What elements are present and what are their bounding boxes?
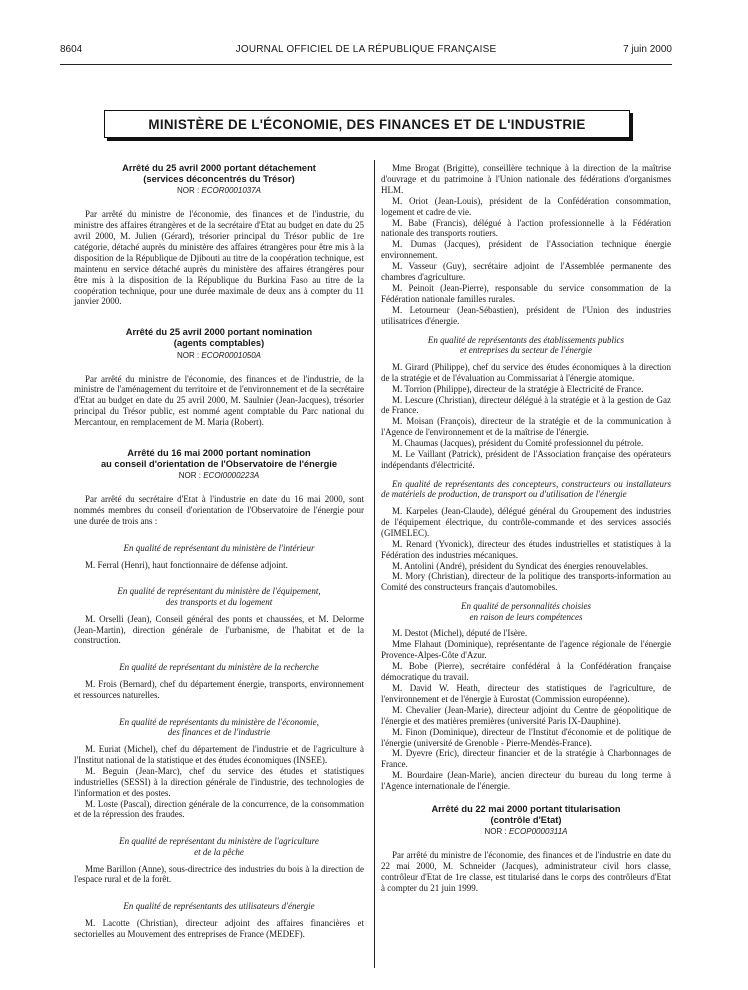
nor-code: ECOR0001037A [201, 186, 262, 196]
member-entry: M. Torrion (Philippe), directeur de la stratégie à Electricité de France. [392, 383, 644, 394]
qualification-heading: En qualité de représentants des établissements publics [427, 334, 625, 345]
member-entry: M. Dumas (Jacques), président de l'Association technique énergie environnement. [381, 239, 671, 261]
nor-label: NOR : [178, 471, 204, 481]
nor-code: ECOR0001050A [201, 350, 262, 360]
decree-body: Par arrêté du ministre de l'économie, des finances et de l'industrie, du ministre des affaires étrangères et de la secrétaire d'Etat au budget en date du 25 avril 2000, M. Julien (Gérard), trésorier principal du Trésor public de 1re catégorie, détaché auprès du ministère des affaires étrangères pour être mis à la disposition de la République de Djibouti au titre de la coopération technique, est maintenu en service détaché auprès du ministère des affaires étrangères pour être mis à la disposition de la République du Burkina Faso au titre de la coopération technique, pour une durée maximale de deux ans à compter du 11 janvier 2000. [74, 209, 364, 307]
qualification-heading: et entreprises du secteur de l'énergie [460, 345, 592, 356]
member-entry: M. Frois (Bernard), chef du département énergie, transports, environnement et ressources naturelles. [74, 678, 364, 700]
nor-code: ECOI0000223A [203, 471, 260, 481]
decree-body: Par arrêté du ministre de l'économie, des finances et de l'industrie, de la ministre de l'aménagement du territoire et de l'environnement et de la secrétaire d'Etat au budget en date du 25 avril 2000, M. Saulnier (Jean-Jacques), trésorier principal du Trésor public, est nommé agent comptable du Parc national du Mercantour, en remplacement de M. Maria (Robert). [74, 373, 364, 428]
member-entry: Mme Flahaut (Dominique), représentante de l'agence régionale de l'énergie Provence-Alpes-Côte d'Azur. [381, 639, 671, 661]
member-entry: M. Destot (Michel), député de l'Isère. [392, 628, 528, 639]
qualification-heading: En qualité de représentants du ministère de l'économie, [119, 716, 319, 727]
decree-subtitle: au conseil d'orientation de l'Observatoire de l'énergie [100, 458, 338, 469]
member-entry: M. Ferral (Henri), haut fonctionnaire de défense adjoint. [85, 559, 288, 570]
qualification-heading: En qualité de personnalités choisies [461, 601, 591, 612]
qualification-heading: En qualité de représentant du ministère de l'agriculture [119, 836, 319, 847]
member-entry: M. Bobe (Pierre), secrétaire confédéral à la Confédération française démocratique du travail. [381, 661, 671, 683]
decree-body: Par arrêté du ministre de l'économie, des finances et de l'industrie en date du 22 mai 2000, M. Schneider (Jacques), administrateur civil hors classe, contrôleur d'Etat de 1re classe, est titularisé dans le corps des contrôleurs d'Etat à compter du 21 juin 1999. [381, 850, 671, 893]
nor-code: ECOP0000311A [508, 827, 568, 837]
member-entry: M. Oriot (Jean-Louis), président de la Confédération consommation, logement et cadre de vie. [381, 195, 671, 217]
ministry-title: MINISTÈRE DE L'ÉCONOMIE, DES FINANCES ET DE L'INDUSTRIE [148, 116, 586, 132]
qualification-heading: en raison de leurs compétences [469, 611, 583, 622]
member-entry: M. Dyevre (Eric), directeur financier et de la stratégie à Charbonnages de France. [381, 748, 671, 770]
member-entry: M. Karpeles (Jean-Claude), délégué général du Groupement des industries de l'équipement électrique, du contrôle-commande et des services associés (GIMELEC). [381, 506, 671, 538]
member-entry: M. David W. Heath, directeur des statistiques de l'agriculture, de l'environnement et de l'énergie à Eurostat (Commission européenne). [381, 683, 671, 704]
qualification-heading: des transports et du logement [165, 597, 273, 608]
member-entry: M. Girard (Philippe), chef du service des études économiques à la direction de la stratégie et de l'évaluation au Commissariat à l'énergie atomique. [381, 361, 671, 383]
qualification-heading: En qualité de représentant du ministère de l'intérieur [123, 542, 315, 553]
decree-title: Arrêté du 25 avril 2000 portant nomination [125, 327, 313, 338]
nor-label: NOR : [176, 350, 202, 360]
member-entry: M. Babe (Francis), délégué à l'action professionnelle à la Fédération nationale des transports routiers. [381, 217, 671, 239]
issue-date: 7 juin 2000 [623, 44, 672, 55]
member-entry: M. Loste (Pascal), direction générale de la concurrence, de la consommation et de la répression des fraudes. [74, 798, 364, 820]
member-entry: M. Vasseur (Guy), secrétaire adjoint de l'Assemblée permanente des chambres d'agriculture. [381, 261, 671, 283]
qualification-heading: En qualité de représentants des concepteurs, constructeurs ou installateurs de matériels de production, de transport ou d'utilisation de l'énergie [381, 478, 671, 500]
member-entry: M. Lescure (Christian), directeur délégué à la stratégie et à la gestion de Gaz de France. [381, 394, 671, 416]
decree-title: Arrêté du 25 avril 2000 portant détachement [122, 163, 316, 173]
qualification-heading: En qualité de représentant du ministère de la recherche [119, 662, 319, 673]
journal-title: JOURNAL OFFICIEL DE LA RÉPUBLIQUE FRANÇAISE [235, 44, 497, 55]
qualification-heading: des finances et de l'industrie [167, 727, 271, 738]
member-entry: M. Antolini (André), président du Syndicat des énergies renouvelables. [392, 560, 649, 571]
column-divider [374, 160, 375, 968]
nor-reference [74, 471, 364, 480]
nor-reference [74, 186, 364, 195]
member-entry: M. Chevalier (Jean-Marie), directeur adjoint du Centre de géopolitique de l'énergie et des matières premières (université Paris IX-Dauphine). [381, 704, 671, 726]
qualification-heading: et de la pêche [194, 846, 244, 857]
qualification-heading: En qualité de représentant du ministère de l'équipement, [117, 586, 321, 597]
member-entry: M. Orselli (Jean), Conseil général des ponts et chaussées, et M. Delorme (Jean-Martin), direction générale de l'urbanisme, de l'habitat et de la construction. [74, 613, 364, 646]
member-entry: M. Moisan (François), directeur de la stratégie et de la communication à l'Agence de l'environnement et de la maîtrise de l'énergie. [381, 416, 671, 438]
member-entry: Mme Brogat (Brigitte), conseillère technique à la direction de la maîtrise d'ouvrage et du patrimoine à l'Union nationale des fédérations d'organismes HLM. [381, 163, 671, 195]
decree-subtitle: (services déconcentrés du Trésor) [143, 173, 295, 184]
nor-reference [381, 827, 671, 836]
decree-title: Arrêté du 22 mai 2000 portant titularisation [431, 804, 621, 815]
nor-reference [74, 351, 364, 360]
member-entry: M. Letourneur (Jean-Sébastien), président de l'Union des industries utilisatrices d'énergie. [381, 304, 671, 326]
member-entry: M. Lacotte (Christian), directeur adjoint des affaires financières et sectorielles au Mouvement des entreprises de France (MEDEF). [74, 917, 364, 939]
decree-title: Arrêté du 16 mai 2000 portant nomination [127, 448, 311, 459]
member-entry: M. Peinoit (Jean-Pierre), responsable du service consommation de la Fédération nationale familles rurales. [381, 282, 671, 304]
member-entry: M. Beguin (Jean-Marc), chef du service des études et statistiques industrielles (SESSI) à la direction générale de l'industrie, des technologies de l'information et des postes. [74, 765, 364, 798]
member-entry: M. Renard (Yvonick), directeur des études industrielles et statistiques à la Fédération des industries mécaniques. [381, 538, 671, 560]
qualification-heading: En qualité de représentants des utilisateurs d'énergie [123, 901, 315, 912]
ministry-title-box [104, 110, 630, 138]
page-number: 8604 [60, 44, 83, 55]
member-entry: M. Euriat (Michel), chef du département de l'industrie et de l'agriculture à l'Institut national de la statistique et des études économiques (INSEE). [74, 743, 364, 765]
member-entry: Mme Barillon (Anne), sous-directrice des industries du bois à la direction de l'espace rural et de la forêt. [74, 863, 364, 885]
member-entry: M. Le Vaillant (Patrick), président de l'Association française des opérateurs indépendants d'électricité. [381, 449, 671, 470]
decree-intro: Par arrêté du secrétaire d'Etat à l'industrie en date du 16 mai 2000, sont nommés membres du conseil d'orientation de l'Observatoire de l'énergie pour une durée de trois ans : [74, 494, 364, 527]
member-entry: M. Mory (Christian), directeur de la politique des transports-information au Comité des constructeurs français d'automobiles. [381, 571, 671, 593]
nor-label: NOR : [484, 827, 509, 837]
member-entry: M. Bourdaire (Jean-Marie), ancien directeur du bureau du long terme à l'Agence internationale de l'énergie. [381, 770, 671, 792]
member-entry: M. Chaumas (Jacques), président du Comité professionnel du pétrole. [392, 438, 644, 449]
right-column [381, 163, 671, 894]
member-entry: M. Finon (Dominique), directeur de l'Institut d'économie et de politique de l'énergie (université de Grenoble - Pierre-Mendès-France). [381, 726, 671, 748]
header-rule [60, 64, 672, 65]
left-column [74, 163, 364, 940]
decree-subtitle: (contrôle d'Etat) [490, 814, 562, 825]
nor-label: NOR : [176, 186, 202, 196]
decree-subtitle: (agents comptables) [173, 337, 265, 348]
page-header [60, 44, 672, 60]
